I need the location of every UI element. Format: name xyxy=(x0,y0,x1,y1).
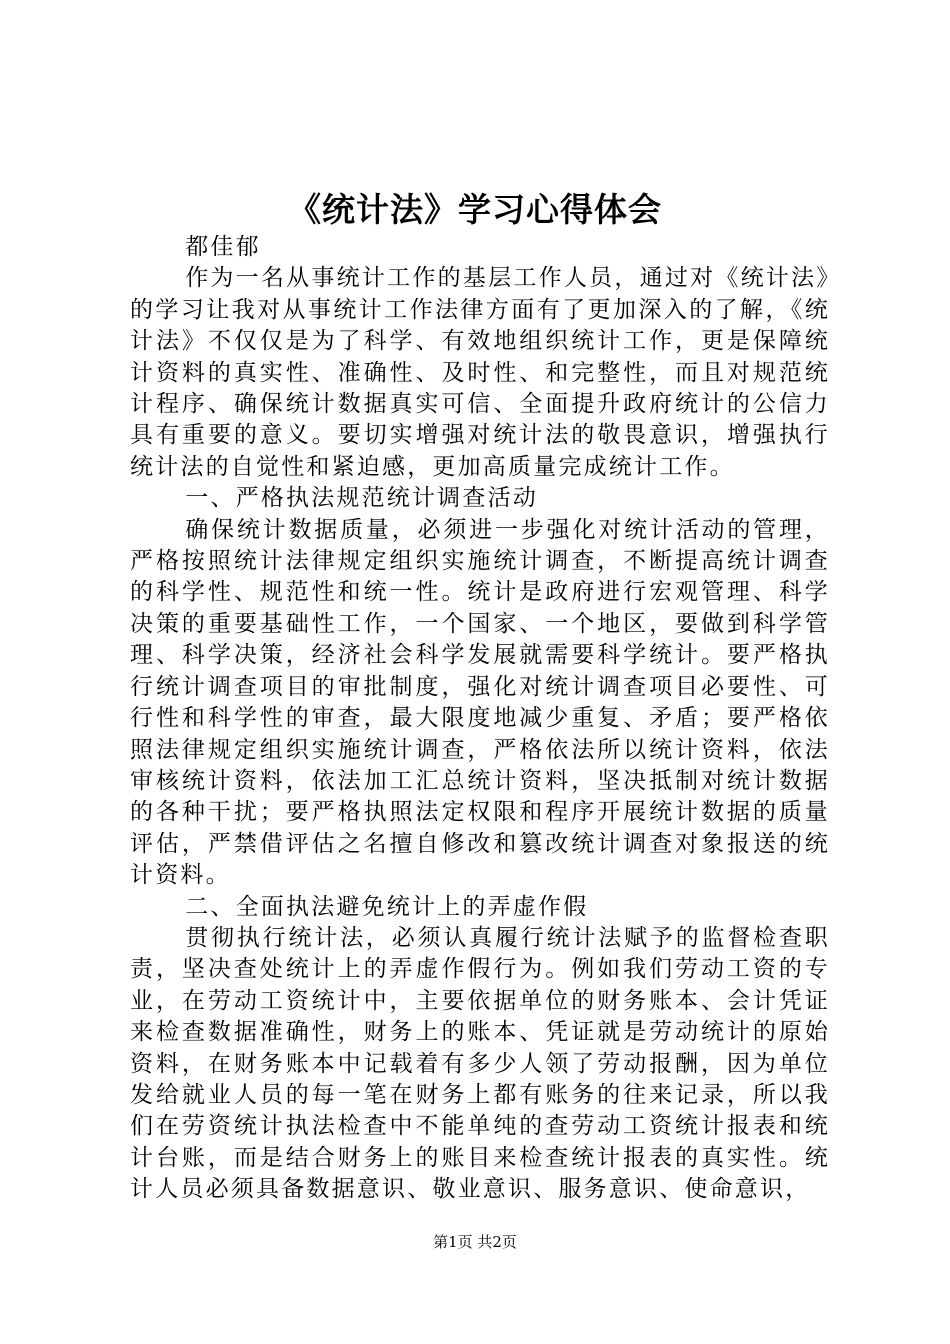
author-line: 都佳郁 xyxy=(185,234,261,260)
page-footer: 第1页 共2页 xyxy=(433,1233,517,1251)
paragraph-section-2: 贯彻执行统计法，必须认真履行统计法赋予的监督检查职责，坚决查处统计上的弄虚作假行为。例如我们劳动工资的专业，在劳动工资统计中，主要依据单位的财务账本、会计凭证来检查数据准确性，财务上的账本、凭证就是劳动统计的原始资料，在财务账本中记载着有多少人领了劳动报酬，因为单位发给就业人员的每一笔在财务上都有账务的往来记录，所以我们在劳资统计执法检查中不能单纯的查劳动工资统计报表和统计台账，而是结合财务上的账目来检查统计报表的真实性。统计人员必须具备数据意识、敬业意识、服务意识、使命意识， xyxy=(130,924,830,1203)
section-heading-2: 二、全面执法避免统计上的弄虚作假 xyxy=(185,893,589,920)
document-title: 《统计法》学习心得体会 xyxy=(288,190,662,229)
section-heading-1: 一、严格执法规范统计调查活动 xyxy=(185,485,538,512)
paragraph-section-1: 确保统计数据质量，必须进一步强化对统计活动的管理，严格按照统计法律规定组织实施统计调查，不断提高统计调查的科学性、规范性和统一性。统计是政府进行宏观管理、科学决策的重要基础性工作，一个国家、一个地区，要做到科学管理、科学决策，经济社会科学发展就需要科学统计。要严格执行统计调查项目的审批制度，强化对统计调查项目必要性、可行性和科学性的审查，最大限度地减少重复、矛盾；要严格依照法律规定组织实施统计调查，严格依法所以统计资料，依法审核统计资料，依法加工汇总统计资料，坚决抵制对统计数据的各种干扰；要严格执照法定权限和程序开展统计数据的质量评估，严禁借评估之名擅自修改和篡改统计调查对象报送的统计资料。 xyxy=(130,516,830,889)
document-body xyxy=(130,232,830,1206)
paragraph-intro: 作为一名从事统计工作的基层工作人员，通过对《统计法》的学习让我对从事统计工作法律方面有了更加深入的了解，《统计法》不仅仅是为了科学、有效地组织统计工作，更是保障统计资料的真实性、准确性、及时性、和完整性，而且对规范统计程序、确保统计数据真实可信、全面提升政府统计的公信力具有重要的意义。要切实增强对统计法的敬畏意识，增强执行统计法的自觉性和紧迫感，更加高质量完成统计工作。 xyxy=(130,265,830,480)
